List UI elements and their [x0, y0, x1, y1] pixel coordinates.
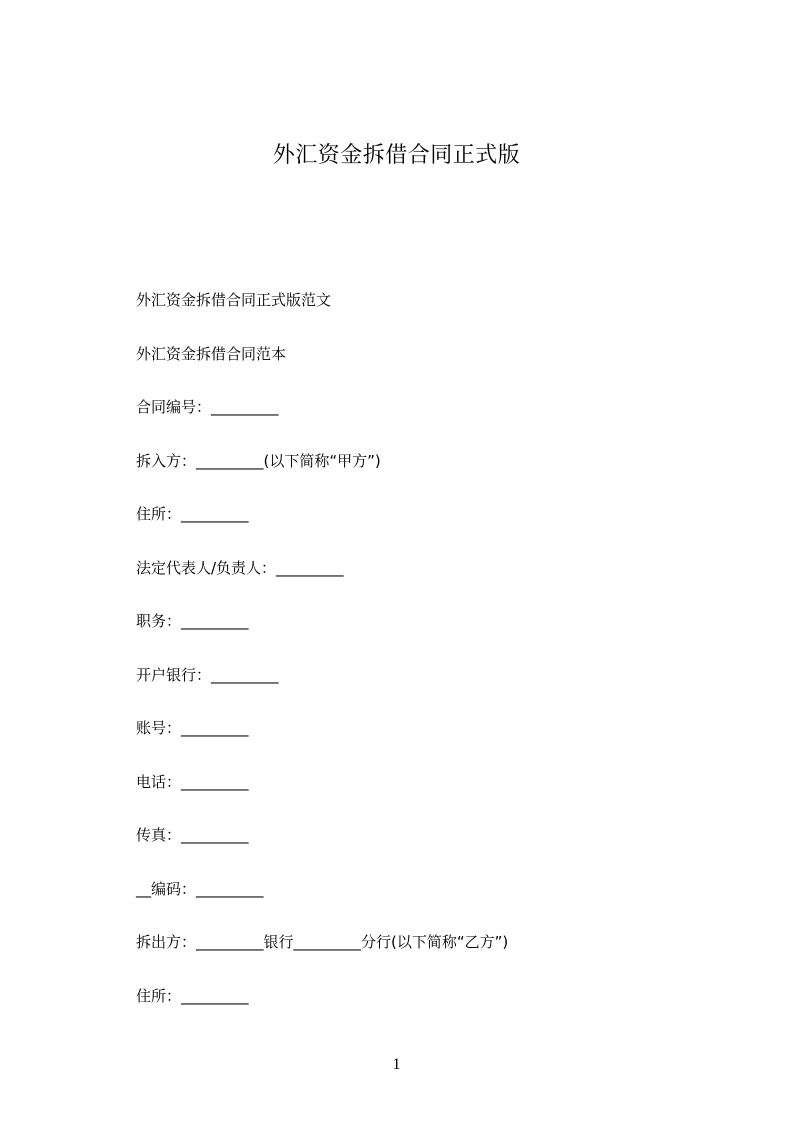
phone-line: 电话：_________ [136, 772, 249, 791]
page-number: 1 [392, 1056, 401, 1073]
document-title: 外汇资金拆借合同正式版 [272, 143, 521, 168]
account-line: 账号：_________ [136, 719, 249, 737]
position-line: 职务：_________ [136, 612, 249, 630]
body-line: 外汇资金拆借合同正式版范文 [136, 291, 332, 309]
postal-code-line: __编码：_________ [136, 879, 264, 898]
document-body [136, 289, 736, 1038]
bank-line: 开户银行：_________ [136, 665, 279, 684]
lender-line: 拆出方：_________银行_________分行(以下简称“乙方”) [136, 933, 509, 951]
fax-line: 传真：_________ [136, 826, 249, 844]
address-line: 住所：_________ [136, 986, 249, 1005]
legal-representative-line: 法定代表人/负责人：_________ [136, 558, 344, 577]
borrower-line: 拆入方：_________(以下简称“甲方”) [136, 451, 381, 470]
body-line: 外汇资金拆借合同范本 [136, 344, 287, 363]
address-line: 住所：_________ [136, 505, 249, 523]
contract-number-line: 合同编号：_________ [136, 398, 279, 416]
